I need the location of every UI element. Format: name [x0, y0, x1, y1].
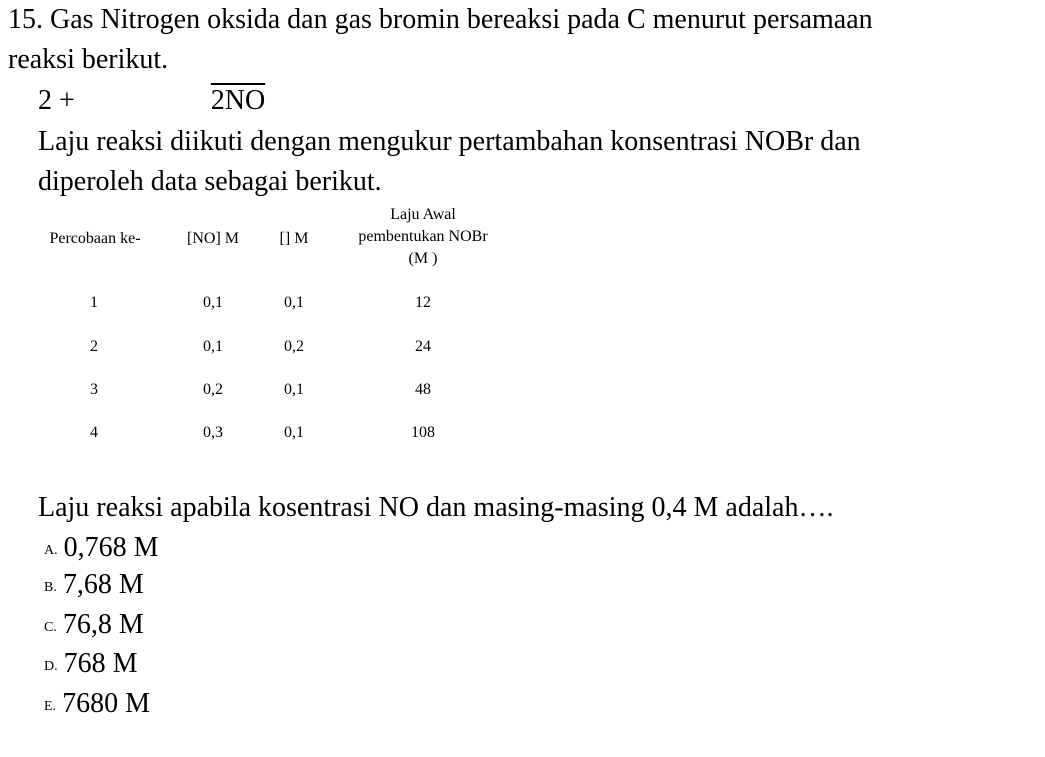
cell-br2: 0,1 [284, 424, 304, 441]
cell-percobaan: 4 [90, 424, 98, 441]
option-letter: C. [44, 620, 57, 635]
cell-no: 0,3 [203, 424, 223, 441]
cell-percobaan: 2 [90, 338, 98, 355]
option-b[interactable] [44, 569, 144, 601]
cell-br2: 0,2 [284, 338, 304, 355]
cell-no: 0,1 [203, 294, 223, 311]
option-a[interactable] [44, 532, 159, 564]
reaction-equation [38, 85, 265, 117]
equation-right: 2NO [210, 85, 266, 116]
option-letter: E. [44, 699, 57, 714]
cell-no: 0,1 [203, 338, 223, 355]
question-prompt: Laju reaksi apabila kosentrasi NO dan masing-masing 0,4 M adalah…. [38, 492, 834, 523]
paragraph-line-2: diperoleh data sebagai berikut. [38, 166, 382, 197]
option-value: 768 M [63, 648, 138, 679]
cell-no: 0,2 [203, 381, 223, 398]
option-value: 76,8 M [62, 609, 144, 640]
header-laju-line-3: (M ) [408, 250, 438, 267]
header-laju-line-1: Laju Awal [390, 206, 456, 223]
option-e[interactable] [44, 688, 150, 720]
option-d[interactable] [44, 648, 138, 680]
header-percobaan: Percobaan ke- [49, 230, 141, 247]
cell-br2: 0,1 [284, 381, 304, 398]
cell-laju: 108 [411, 424, 435, 441]
question-line-1: 15. Gas Nitrogen oksida dan gas bromin bereaksi pada C menurut persamaan [8, 4, 873, 35]
cell-laju: 24 [415, 338, 431, 355]
table-row [0, 379, 560, 401]
cell-percobaan: 3 [90, 381, 98, 398]
table-row [0, 292, 560, 314]
option-value: 0,768 M [63, 532, 159, 563]
option-letter: B. [44, 580, 57, 595]
cell-br2: 0,1 [284, 294, 304, 311]
header-no-concentration: [NO] M [187, 230, 239, 247]
equation-left: 2 + [38, 85, 75, 116]
option-value: 7680 M [62, 688, 150, 719]
table-row [0, 422, 560, 444]
cell-laju: 48 [415, 381, 431, 398]
cell-percobaan: 1 [90, 294, 98, 311]
option-letter: D. [44, 659, 58, 674]
question-line-2: reaksi berikut. [8, 44, 169, 75]
header-br2-concentration: [] M [279, 230, 309, 247]
header-laju-awal [337, 204, 509, 270]
header-laju-line-2: pembentukan NOBr [358, 228, 488, 245]
option-c[interactable] [44, 609, 144, 641]
table-row [0, 336, 560, 358]
cell-laju: 12 [415, 294, 431, 311]
paragraph-line-1: Laju reaksi diikuti dengan mengukur pertambahan konsentrasi NOBr dan [38, 126, 861, 157]
option-letter: A. [44, 543, 58, 558]
option-value: 7,68 M [62, 569, 144, 600]
